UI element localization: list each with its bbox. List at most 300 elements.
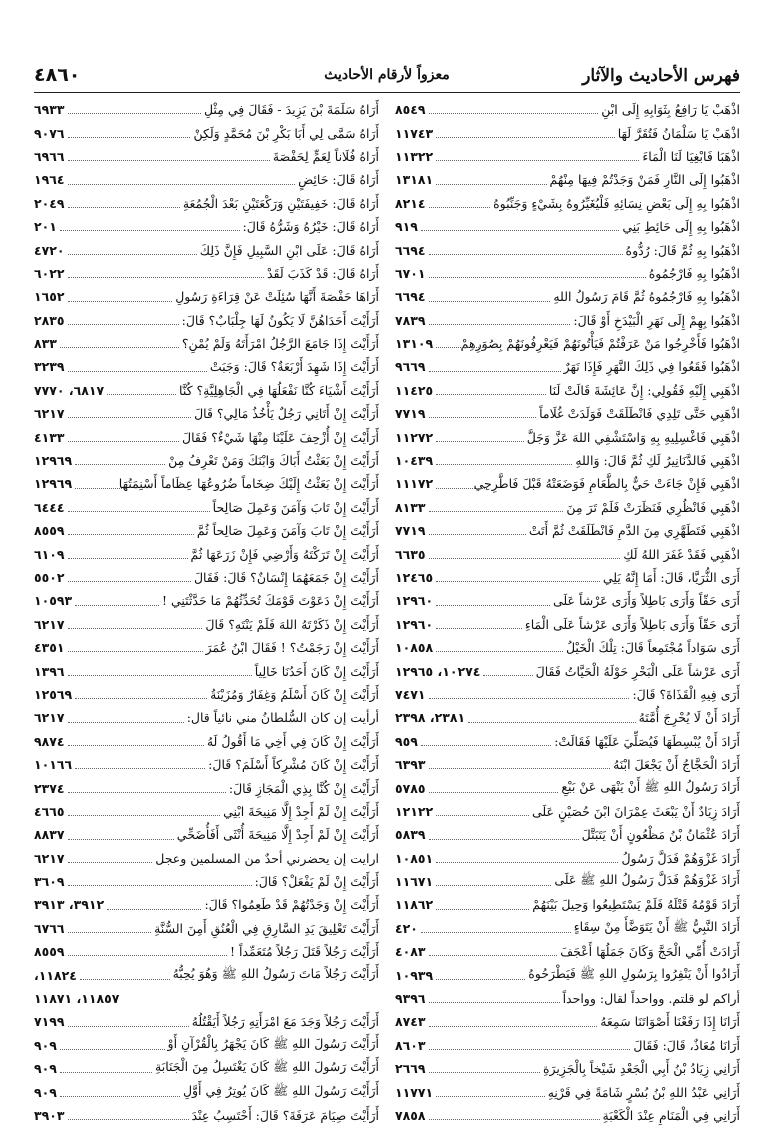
- dot-leader: [68, 370, 207, 372]
- hadith-number: ٥٧٨٥: [395, 780, 426, 796]
- dot-leader: [68, 721, 184, 723]
- hadith-number: ٩٨٧٤: [34, 733, 65, 749]
- hadith-number: ٨٣٣: [34, 336, 57, 352]
- index-entry: [395, 847, 740, 870]
- index-entry: [395, 800, 740, 823]
- hadith-number: ٩٠٧٦: [34, 125, 65, 141]
- hadith-number: ٢٦٦٩: [395, 1061, 426, 1077]
- entry-text: أَرَأَيْتَ إِنْ جَمَعَهُمَا إِنْسَانٌ؟ قَالَ: فَقَالَ: [193, 570, 379, 585]
- index-entry: [34, 168, 379, 191]
- dot-leader: [421, 229, 619, 231]
- index-entry: [395, 683, 740, 706]
- dot-leader: [68, 814, 221, 816]
- dot-leader: [75, 697, 207, 699]
- dot-leader: [429, 838, 579, 840]
- hadith-number: ١٠٤٣٩: [395, 453, 434, 469]
- hadith-number: ٦٢١٧: [34, 406, 65, 422]
- index-entry: [395, 168, 740, 191]
- dot-leader: [429, 1071, 540, 1073]
- hadith-number: ٢٣٨١، ٢٣٩٨: [395, 710, 466, 726]
- dot-leader: [429, 300, 551, 302]
- entry-text: أَرَأَيْتَ أَحَدَاهُنَّ لَا يَكُونُ لَهَا جِلْبَابٌ؟ قَالَ:: [181, 312, 379, 328]
- hadith-number: ٦٢١٧: [34, 710, 65, 726]
- hadith-number: ٨٥٥٩: [34, 944, 65, 960]
- entry-text: أَرَانَا مُعَاذٌ، قَالَ: فَقَالَ: [633, 1037, 740, 1053]
- dot-leader: [436, 159, 639, 161]
- hadith-number: ٧٧١٩: [395, 523, 426, 539]
- entry-text: اذْهَبُوا إِلَى النَّارِ فَمَنْ وَجَدْتُمْ فِيهَا مِنْهُمْ: [549, 172, 740, 188]
- hadith-number: ١١٧٤٣: [395, 125, 434, 141]
- entry-text: أَرَاهُ قَالَ: قَدْ كَذَبَ لَقَدْ: [266, 265, 379, 281]
- index-entry: [395, 1010, 740, 1033]
- hadith-number: ٤٣٥١: [34, 640, 65, 656]
- hadith-number: ٧١٩٩: [34, 1014, 65, 1030]
- dot-leader: [436, 814, 529, 816]
- hadith-number: ١١٨٥٧، ١١٨٧١: [34, 991, 120, 1007]
- hadith-number: ٢٣٧٤: [34, 780, 65, 796]
- entry-text: اذْهَبْ يَا رَافِعُ بِثَوَابِهِ إِلَى ابْنِ: [601, 102, 740, 118]
- hadith-number: ٩٠٩: [34, 1037, 57, 1053]
- entry-text: أَرَاهُ قَالَ: خَفِيفَتَيْنِ وَرَكْعَتَيْنِ بَعْدَ الْجُمُعَةِ: [182, 195, 379, 211]
- hadith-number: ٧٨٥٨: [395, 1107, 426, 1123]
- index-entry: [34, 215, 379, 238]
- index-entry: [395, 659, 740, 682]
- entry-text: أَرَادَتْ أُمِّي الْحَجَّ وَكَانَ جَمَلُهَا أَعْجَفَ: [560, 944, 740, 960]
- index-entry: [34, 730, 379, 753]
- entry-text: أَرَى عَرْشاً عَلَى الْبَحْرِ حَوْلَهُ الْحَيَّاتُ فَقَالَ: [535, 663, 740, 679]
- hadith-number: ٤٢٠: [395, 920, 418, 936]
- index-entry: [395, 425, 740, 448]
- entry-text: أَرَأَيْتَ إِنْ كَانَ فِي أَخِي مَا أَقُولُ لَهُ: [206, 733, 379, 749]
- dot-leader: [68, 580, 191, 582]
- entry-text: أَرَاهُ سَلَمَةَ بْنَ يَزِيدَ - فَقَالَ فِي مِثْلِ: [203, 102, 379, 118]
- dot-leader: [436, 440, 524, 442]
- dot-leader: [436, 884, 551, 886]
- dot-leader: [429, 767, 611, 769]
- index-entry: [34, 355, 379, 378]
- entry-text: اذْهَبُوا فَأَخْرِجُوا مَنْ عَرَفْتُمْ فَيَأْتُونَهُمْ فَيَعْرِفُونَهُمْ بِصُوَرِهِمْ: [460, 336, 740, 352]
- entry-text: اذْهَبِي فَاغْسِلِيهِ بِهِ وَاسْتَشْفِي اللهَ عَزَّ وَجَلَّ: [526, 429, 740, 445]
- index-entry: [34, 963, 379, 986]
- index-entry: [34, 379, 379, 402]
- hadith-number: ٥٨٣٩: [395, 827, 426, 843]
- book-title: فهرس الأحاديث والآثار: [582, 66, 740, 86]
- dot-leader: [68, 300, 173, 302]
- entry-text: أَرَاهُ سَمَّى لِي أَبَا بَكْرِ بْنَ مُحَمَّدٍ وَلَكِنْ: [193, 125, 379, 141]
- hadith-number: ٦٦٩٤: [395, 242, 426, 258]
- index-entry: [395, 917, 740, 940]
- entry-text: أَرَادُوا أَنْ يَنْفِرُوا بِرَسُولِ اللهِ ﷺ فَيَطْرَحُوهُ: [528, 965, 740, 981]
- entry-text: أَرَأَيْتَ إِنْ كَانَ أَحَدُنَا خَالِياً: [254, 663, 379, 679]
- index-entry: [395, 496, 740, 519]
- index-entry: [395, 472, 740, 495]
- entry-text: أَرَأَيْتَ إِنْ كَانَ أَسْلَمُ وَغِفَارُ وَمُزَيْنَةُ: [210, 686, 379, 702]
- dot-leader: [429, 1001, 560, 1003]
- index-entry: [34, 472, 379, 495]
- dot-leader: [75, 604, 159, 606]
- index-entry: [34, 800, 379, 823]
- entry-text: أَرَى سَوَاداً مُجْتَمِعاً قَالَ: تِلْكَ الْخَيْلُ: [565, 640, 740, 656]
- dot-leader: [68, 838, 174, 840]
- entry-text: أَرَى فِيهِ الْقَذَاةَ؟ قَالَ:: [632, 686, 740, 702]
- entry-text: أَرَأَيْتَ أَشْيَاءَ كُنَّا نَفْعَلُهَا فِي الْجَاهِلِيَّةِ؟ كُنَّا: [179, 382, 379, 398]
- dot-leader: [436, 463, 572, 465]
- hadith-number: ١٢٩٦٩: [34, 453, 73, 469]
- index-entry: [395, 402, 740, 425]
- index-entry: [34, 519, 379, 542]
- dot-leader: [429, 323, 571, 325]
- index-entry: [395, 753, 740, 776]
- entry-text: أَرَأَيْتَ إِنْ رَجَمْتُ؟ ! فَقَالَ ابْنُ عُمَرَ: [205, 640, 379, 656]
- entry-text: أَرَأَيْتَ إِنْ بَعَثْتُ إِلَيْكَ ضِخَاماً ضُرُوعُهَا عِظَاماً أَسْنِمَتُهَا: [118, 476, 379, 492]
- index-entry: [395, 613, 740, 636]
- index-entry: [34, 847, 379, 870]
- hadith-number: ٨٦٠٣: [395, 1037, 426, 1053]
- entry-text: أَرَأَيْتَ إِنْ وَجَدْتُهُمْ قَدْ طَعِمُوا؟ قَالَ:: [204, 897, 379, 913]
- index-entry: [34, 940, 379, 963]
- dot-leader: [429, 206, 491, 208]
- index-entry: [395, 706, 740, 729]
- index-entry: [395, 1057, 740, 1080]
- hadith-number: ٩٠٩: [34, 1061, 57, 1077]
- entry-text: اذْهَبُوا بِهِ ثُمَّ قَالَ: رُدُّوهُ: [625, 242, 740, 258]
- index-entry: [34, 683, 379, 706]
- index-entry: [395, 1034, 740, 1057]
- dot-leader: [68, 136, 191, 138]
- dot-leader: [436, 908, 529, 910]
- dot-leader: [60, 1095, 180, 1097]
- index-entry: [395, 332, 740, 355]
- index-entry: [34, 121, 379, 144]
- dot-leader: [429, 416, 537, 418]
- dot-leader: [436, 346, 487, 348]
- dot-leader: [68, 627, 203, 629]
- hadith-number: ١١٦٧١: [395, 874, 434, 890]
- dot-leader: [436, 861, 618, 863]
- hadith-number: ٦٨١٧، ٧٧٧٠: [34, 382, 105, 398]
- hadith-number: ١٢٩٦٠: [395, 593, 434, 609]
- entry-text: أَرَأَيْتَ تَعْلِيقَ يَدِ السَّارِقِ فِي الْعُنُقِ أَمِنَ السُّنَّةِ: [154, 920, 379, 936]
- entry-text: أَرَأَيْتَ إِنْ تَابَ وَآمَنَ وَعَمِلَ صَالِحاً ثُمَّ: [196, 523, 379, 539]
- dot-leader: [436, 580, 600, 582]
- dot-leader: [68, 674, 252, 676]
- hadith-number: ٤١٣٣: [34, 429, 65, 445]
- entry-text: أرأيت إن كان السُّلطانُ مني نائياً قال:: [186, 710, 379, 726]
- index-entry: [395, 145, 740, 168]
- entry-text: أَرَاهُ قَالَ: خَيْرُهُ وَشَرُّهُ قَالَ:: [242, 219, 379, 235]
- entry-text: اذْهَبُوا بِهِ فَارْجُمُوهُ ثُمَّ قَامَ رَسُولُ اللهِ: [553, 289, 740, 305]
- index-entry: [395, 589, 740, 612]
- page-header: [34, 62, 740, 92]
- index-entry: [395, 636, 740, 659]
- hadith-number: ١٢٥٦٩: [34, 686, 73, 702]
- index-entry: [34, 402, 379, 425]
- dot-leader: [68, 931, 152, 933]
- index-entry: [34, 987, 379, 1010]
- entry-text: أَرَأَيْتَ إِنْ كُنَّا بِذِي الْمَجَازِ قَالَ:: [228, 780, 379, 796]
- index-entry: [34, 566, 379, 589]
- entry-text: أَرَادَ رَسُولُ اللهِ ﷺ أَنْ يَنْهَى عَنْ بَيْعِ: [561, 778, 740, 794]
- dot-leader: [429, 791, 559, 793]
- entry-text: أَرَادَ غَزْوَهُمْ فَدَلَّ رَسُولُ: [621, 850, 740, 866]
- entry-text: أَرَادَ غَزْوَهُمْ فَدَلَّ رَسُولُ اللهِ ﷺ عَلَى: [554, 872, 740, 888]
- dot-leader: [68, 510, 210, 512]
- dot-leader: [75, 487, 126, 489]
- entry-text: أَرَأَيْتَ رَسُولَ اللهِ ﷺ كَانَ يَغْتَسِلُ مِنَ الْجَنَابَةِ: [155, 1059, 379, 1075]
- index-entry: [395, 309, 740, 332]
- hadith-number: ٩٣٩٦: [395, 991, 426, 1007]
- dot-leader: [436, 650, 563, 652]
- hadith-number: ٨٧٤٣: [395, 1014, 426, 1030]
- index-entry: [34, 1057, 379, 1080]
- hadith-number: ١١٢٧٢: [395, 429, 434, 445]
- index-entry: [34, 589, 379, 612]
- dot-leader: [68, 791, 226, 793]
- entry-text: أَرَادَ أَنْ يُبْسِطَهَا فَيُصَلِّيَ عَلَيْهَا فَقَالَتْ:: [554, 733, 740, 749]
- dot-leader: [436, 393, 546, 395]
- entry-text: أَرَاهُ فُلَاناً لِعَمٍّ لِحَفْصَةَ: [272, 148, 379, 164]
- index-entry: [395, 566, 740, 589]
- entry-text: أَرَانِي عَبْدُ اللهِ بْنُ بُسْرٍ شَامَةً فِي قَرْنِهِ: [547, 1084, 740, 1100]
- index-entry: [34, 613, 379, 636]
- hadith-number: ٦٦٣٥: [395, 546, 426, 562]
- entry-text: أَرَأَيْتَ رَجُلاً قَتَلَ رَجُلاً مُتَعَمِّداً !: [229, 944, 379, 960]
- hadith-number: ٨٨٣٧: [34, 827, 65, 843]
- dot-leader: [429, 533, 526, 535]
- hadith-number: ١٢٩٦٠: [395, 616, 434, 632]
- hadith-number: ٦٧٦٦: [34, 920, 65, 936]
- entry-text: أَرَأَيْتَ إِنْ لَمْ يَفْعَلْ؟ قَالَ:: [254, 874, 379, 890]
- dot-leader: [68, 1025, 189, 1027]
- page-number: ٤٨٦٠: [34, 64, 81, 86]
- hadith-number: ٨٥٥٩: [34, 523, 65, 539]
- index-entry: [34, 1104, 379, 1127]
- hadith-number: ١٣٩٦: [34, 663, 65, 679]
- hadith-number: ٢٠١: [34, 219, 57, 235]
- dot-leader: [107, 393, 176, 395]
- hadith-number: ١١٤٢٥: [395, 382, 434, 398]
- hadith-number: ٣٦٠٩: [34, 874, 65, 890]
- entry-text: أَرَأَيْتَ رَجُلاً وَجَدَ مَعَ امْرَأَتِهِ رَجُلاً أَيَقْتُلُهُ: [191, 1014, 379, 1030]
- index-entry: [34, 776, 379, 799]
- entry-text: اذْهَبُوا فَقَعُوا فِي ذَلِكَ النَّهَرِ فَإِذَا نَهَرٌ: [563, 359, 740, 375]
- entry-text: أَرَأَيْتَ إِنْ كَانَ مُشْرِكاً أَسْلَمَ؟ قَالَ:: [208, 757, 379, 773]
- entry-text: أَرَادَ أَنْ لَا يُحْرِجَ أُمَّتَهُ: [638, 710, 740, 726]
- entry-text: أَرَأَيْتَ إِذَا شَهِدَ أَرْبَعَةٌ؟ قَالَ: وَجَبَتْ: [209, 359, 379, 375]
- dot-leader: [436, 487, 487, 489]
- hadith-number: ٢٨٣٥: [34, 312, 65, 328]
- index-entry: [395, 449, 740, 472]
- hadith-number: ٩١٩: [395, 219, 418, 235]
- index-entry: [34, 893, 379, 916]
- dot-leader: [436, 183, 546, 185]
- index-entry: [395, 1104, 740, 1127]
- index-entry: [395, 963, 740, 986]
- dot-leader: [68, 323, 179, 325]
- hadith-number: ٦٣٩٣: [395, 757, 426, 773]
- hadith-number: ٤٧٢٠: [34, 242, 65, 258]
- hadith-number: ٧٧١٩: [395, 406, 426, 422]
- entry-text: اذْهَبُوا بِهِ إِلَى بَعْضِ نِسَائِهِ فَلْيُغَيِّرُوهُ بِشَيْءٍ وَجَنِّبُوهُ: [493, 195, 740, 211]
- hadith-number: ٣٩١٢، ٣٩١٣: [34, 897, 105, 913]
- hadith-number: ١٠٩٣٩: [395, 967, 434, 983]
- entry-text: أَرَأَيْتَ إِنْ ذَكَرْتَهُ اللهَ فَلَمْ يَنْتَهِ؟ قَالَ: [205, 616, 379, 632]
- index-entry: [34, 870, 379, 893]
- hadith-number: ٨٥٤٩: [395, 102, 426, 118]
- index-entry: [34, 542, 379, 565]
- hadith-number: ١١٨٦٢: [395, 897, 434, 913]
- dot-leader: [68, 884, 252, 886]
- hadith-number: ١٠١٦٦: [34, 757, 73, 773]
- index-entry: [395, 379, 740, 402]
- dot-leader: [68, 183, 296, 185]
- entry-text: اذْهَبُوا بِهِ فَارْجُمُوهُ: [648, 265, 740, 281]
- hadith-number: ٨١٣٣: [395, 499, 426, 515]
- hadith-number: ٩٠٩: [34, 1084, 57, 1100]
- entry-text: اذْهَبْ يَا سَلْمَانُ فَتُقَرَّ لَهَا: [617, 125, 740, 141]
- dot-leader: [68, 253, 197, 255]
- entry-text: أَرَأَيْتَ إِنْ بَعَثْتُ أَبَاكَ وَابْنَكَ وَمَنْ تَعْرِفُ مِنْ: [168, 453, 379, 469]
- hadith-number: ١٣١٠٩: [395, 336, 434, 352]
- index-column-left: [34, 98, 379, 1127]
- index-entry: [34, 309, 379, 332]
- entry-text: أَرَى حَقّاً وَأَرَى بَاطِلاً وَأَرَى عَرْشاً عَلَى: [553, 593, 740, 609]
- dot-leader: [60, 229, 240, 231]
- entry-text: أَرَانِي فِي الْمَنَامِ عِنْدَ الْكَعْبَةِ: [602, 1107, 740, 1123]
- index-entry: [395, 192, 740, 215]
- index-entry: [395, 519, 740, 542]
- index-entry: [395, 215, 740, 238]
- hadith-number: ٣٩٠٣: [34, 1107, 65, 1123]
- hadith-number: ١٠٨٥١: [395, 850, 434, 866]
- hadith-number: ١١٣٢٢: [395, 148, 434, 164]
- dot-leader: [429, 1048, 631, 1050]
- entry-text: أَرَادَ قَوْمُهُ قَتْلَهُ فَلَمْ يَسْتَطِيعُوا وَحِيلَ بَيْنَهُمْ: [532, 897, 740, 913]
- entry-text: اذْهَبُوا بِهِ إِلَى حَائِطِ بَنِي: [622, 219, 740, 235]
- index-entry: [34, 425, 379, 448]
- hadith-number: ٧٤٧١: [395, 686, 426, 702]
- hadith-number: ٩٥٩: [395, 733, 418, 749]
- hadith-number: ٦٤٤٤: [34, 499, 65, 515]
- dot-leader: [468, 721, 635, 723]
- index-entry: [34, 262, 379, 285]
- hadith-number: ١١١٧٢: [395, 476, 434, 492]
- index-entry: [34, 449, 379, 472]
- entry-text: أَرَأَيْتَ رَجُلاً مَاتَ رَسُولُ اللهِ ﷺ وَهُوَ يُحِبُّهُ: [172, 965, 379, 981]
- index-entry: [34, 917, 379, 940]
- dot-leader: [429, 954, 558, 956]
- index-entry: [395, 776, 740, 799]
- dot-leader: [429, 276, 646, 278]
- hadith-number: ٦٢١٧: [34, 850, 65, 866]
- entry-text: أَرَأَيْتَ إِنْ لَمْ أَجِدْ إِلَّا مَنِيحَةَ ابْنِي: [223, 803, 379, 819]
- entry-text: اذْهَبِي إِلَيْهِ فَقُولِي: إِنَّ عَائِشَةَ قَالَتْ لَنَا: [548, 382, 740, 398]
- dot-leader: [68, 744, 204, 746]
- entry-text: اذْهَبِي فَقَدْ غَفَرَ اللهُ لَكِ: [623, 546, 740, 562]
- index-entry: [395, 355, 740, 378]
- entry-text: أَرَأَيْتَ صِيَامَ عَرَفَةَ؟ قَالَ: أَحْتَسِبُ عِنْدَ: [191, 1107, 379, 1123]
- index-entry: [34, 285, 379, 308]
- entry-text: أَرَادَ النَّبِيُّ ﷺ أَنْ يَتَوَضَّأَ مِنْ سِقَاءٍ: [573, 918, 740, 934]
- entry-text: أَرَاهُ قَالَ: حَائِضٍ: [298, 172, 379, 188]
- dot-leader: [68, 206, 180, 208]
- index-entry: [34, 1010, 379, 1033]
- index-entry: [395, 893, 740, 916]
- dot-leader: [429, 112, 599, 114]
- dot-leader: [421, 931, 571, 933]
- entry-text: أَرَادَ زِيَادٌ أَنْ يَبْعَثَ عِمْرَانَ ابْنَ حُصَيْنٍ عَلَى: [531, 803, 740, 819]
- index-entry: [395, 238, 740, 261]
- hadith-number: ٦٠٢٢: [34, 265, 65, 281]
- hadith-number: ٣٢٣٩: [34, 359, 65, 375]
- dot-leader: [436, 1095, 545, 1097]
- hadith-number: ١٢١٢٢: [395, 803, 434, 819]
- hadith-number: ٤٠٨٣: [395, 944, 426, 960]
- entry-text: أَرَاهُ قَالَ: عَلَى ابْنِ السَّبِيلِ فَإِنَّ ذَلِكَ: [199, 242, 379, 258]
- dot-leader: [429, 370, 561, 372]
- index-entry: [34, 98, 379, 121]
- index-entry: [395, 98, 740, 121]
- dot-leader: [429, 1025, 598, 1027]
- hadith-number: ٥٥٠٢: [34, 570, 65, 585]
- dot-leader: [436, 627, 522, 629]
- hadith-number: ٨٢١٤: [395, 195, 426, 211]
- entry-text: أَرَأَيْتَ رَسُولَ اللهِ ﷺ كَانَ يَجْهَرُ بِالْقُرْآنِ أَوْ: [167, 1035, 379, 1051]
- hadith-number: ١٠٢٧٤، ١٢٩٦٥: [395, 663, 481, 679]
- dot-leader: [68, 440, 179, 442]
- index-entry: [34, 636, 379, 659]
- index-entry: [34, 145, 379, 168]
- hadith-number: ١٩٦٤: [34, 172, 65, 188]
- index-entry: [34, 659, 379, 682]
- index-entry: [395, 730, 740, 753]
- index-entry: [34, 706, 379, 729]
- index-entry: [395, 940, 740, 963]
- entry-text: أَرَانِي زِيَادُ بْنُ أَبِي الْجَعْدِ شَيْخاً بِالْجَزِيرَةِ: [542, 1061, 740, 1077]
- dot-leader: [429, 1118, 600, 1120]
- entry-text: اذْهَبِي فَانْظُرِي فَنَظَرَتْ فَلَمْ تَرَ مِنَ: [566, 499, 740, 515]
- entry-text: أَرَأَيْتَ إِنْ أُزْحِفَ عَلَيْنَا مِنْهَا شَيْءٌ؟ فَقَالَ: [182, 429, 379, 445]
- entry-text: أَرَأَيْتَ إِنْ أَتَانِي رَجُلٌ يَأْخُذُ مَالِي؟ قَالَ: [194, 406, 379, 422]
- index-entry: [34, 496, 379, 519]
- index-entry: [34, 1080, 379, 1103]
- hadith-number: ١٦٥٢: [34, 289, 65, 305]
- entry-text: اذْهَبِي فَالدَّنَانِيرُ لَكِ ثُمَّ قَالَ: وَاللهِ: [575, 453, 740, 469]
- dot-leader: [68, 533, 194, 535]
- index-entry: [395, 121, 740, 144]
- dot-leader: [60, 1071, 152, 1073]
- entry-text: أَرَى حَقّاً وَأَرَى بَاطِلاً وَأَرَى عَرْشاً عَلَى الْمَاءِ: [524, 616, 740, 632]
- hadith-number: ١٠٨٥٨: [395, 640, 434, 656]
- entry-text: أَرَأَيْتَ إِنْ تَابَ وَآمَنَ وَعَمِلَ صَالِحاً: [212, 499, 379, 515]
- hadith-number: ٩٦٦٩: [395, 359, 426, 375]
- hadith-number: ١٢٤٦٥: [395, 570, 434, 585]
- hadith-number: ٦٦٩٤: [395, 289, 426, 305]
- hadith-number: ٦٢١٧: [34, 616, 65, 632]
- dot-leader: [436, 604, 550, 606]
- dot-leader: [436, 136, 615, 138]
- entry-text: أَرَأَيْتَ رَسُولَ اللهِ ﷺ كَانَ يُوتِرُ فِي أَوَّلِ: [182, 1082, 379, 1098]
- dot-leader: [68, 1118, 189, 1120]
- index-entry: [34, 192, 379, 215]
- entry-text: أراكم لو قلتم. وواحداً لقال: وواحداً: [562, 991, 740, 1007]
- dot-leader: [60, 346, 179, 348]
- dot-leader: [429, 510, 564, 512]
- index-entry: [395, 823, 740, 846]
- entry-text: اذْهَبِي فَتَطَهَّرِي مِنَ الدَّمِ فَانْطَلَقَتْ ثُمَّ أَتَتْ: [528, 523, 740, 539]
- dot-leader: [68, 416, 192, 418]
- index-entry: [34, 823, 379, 846]
